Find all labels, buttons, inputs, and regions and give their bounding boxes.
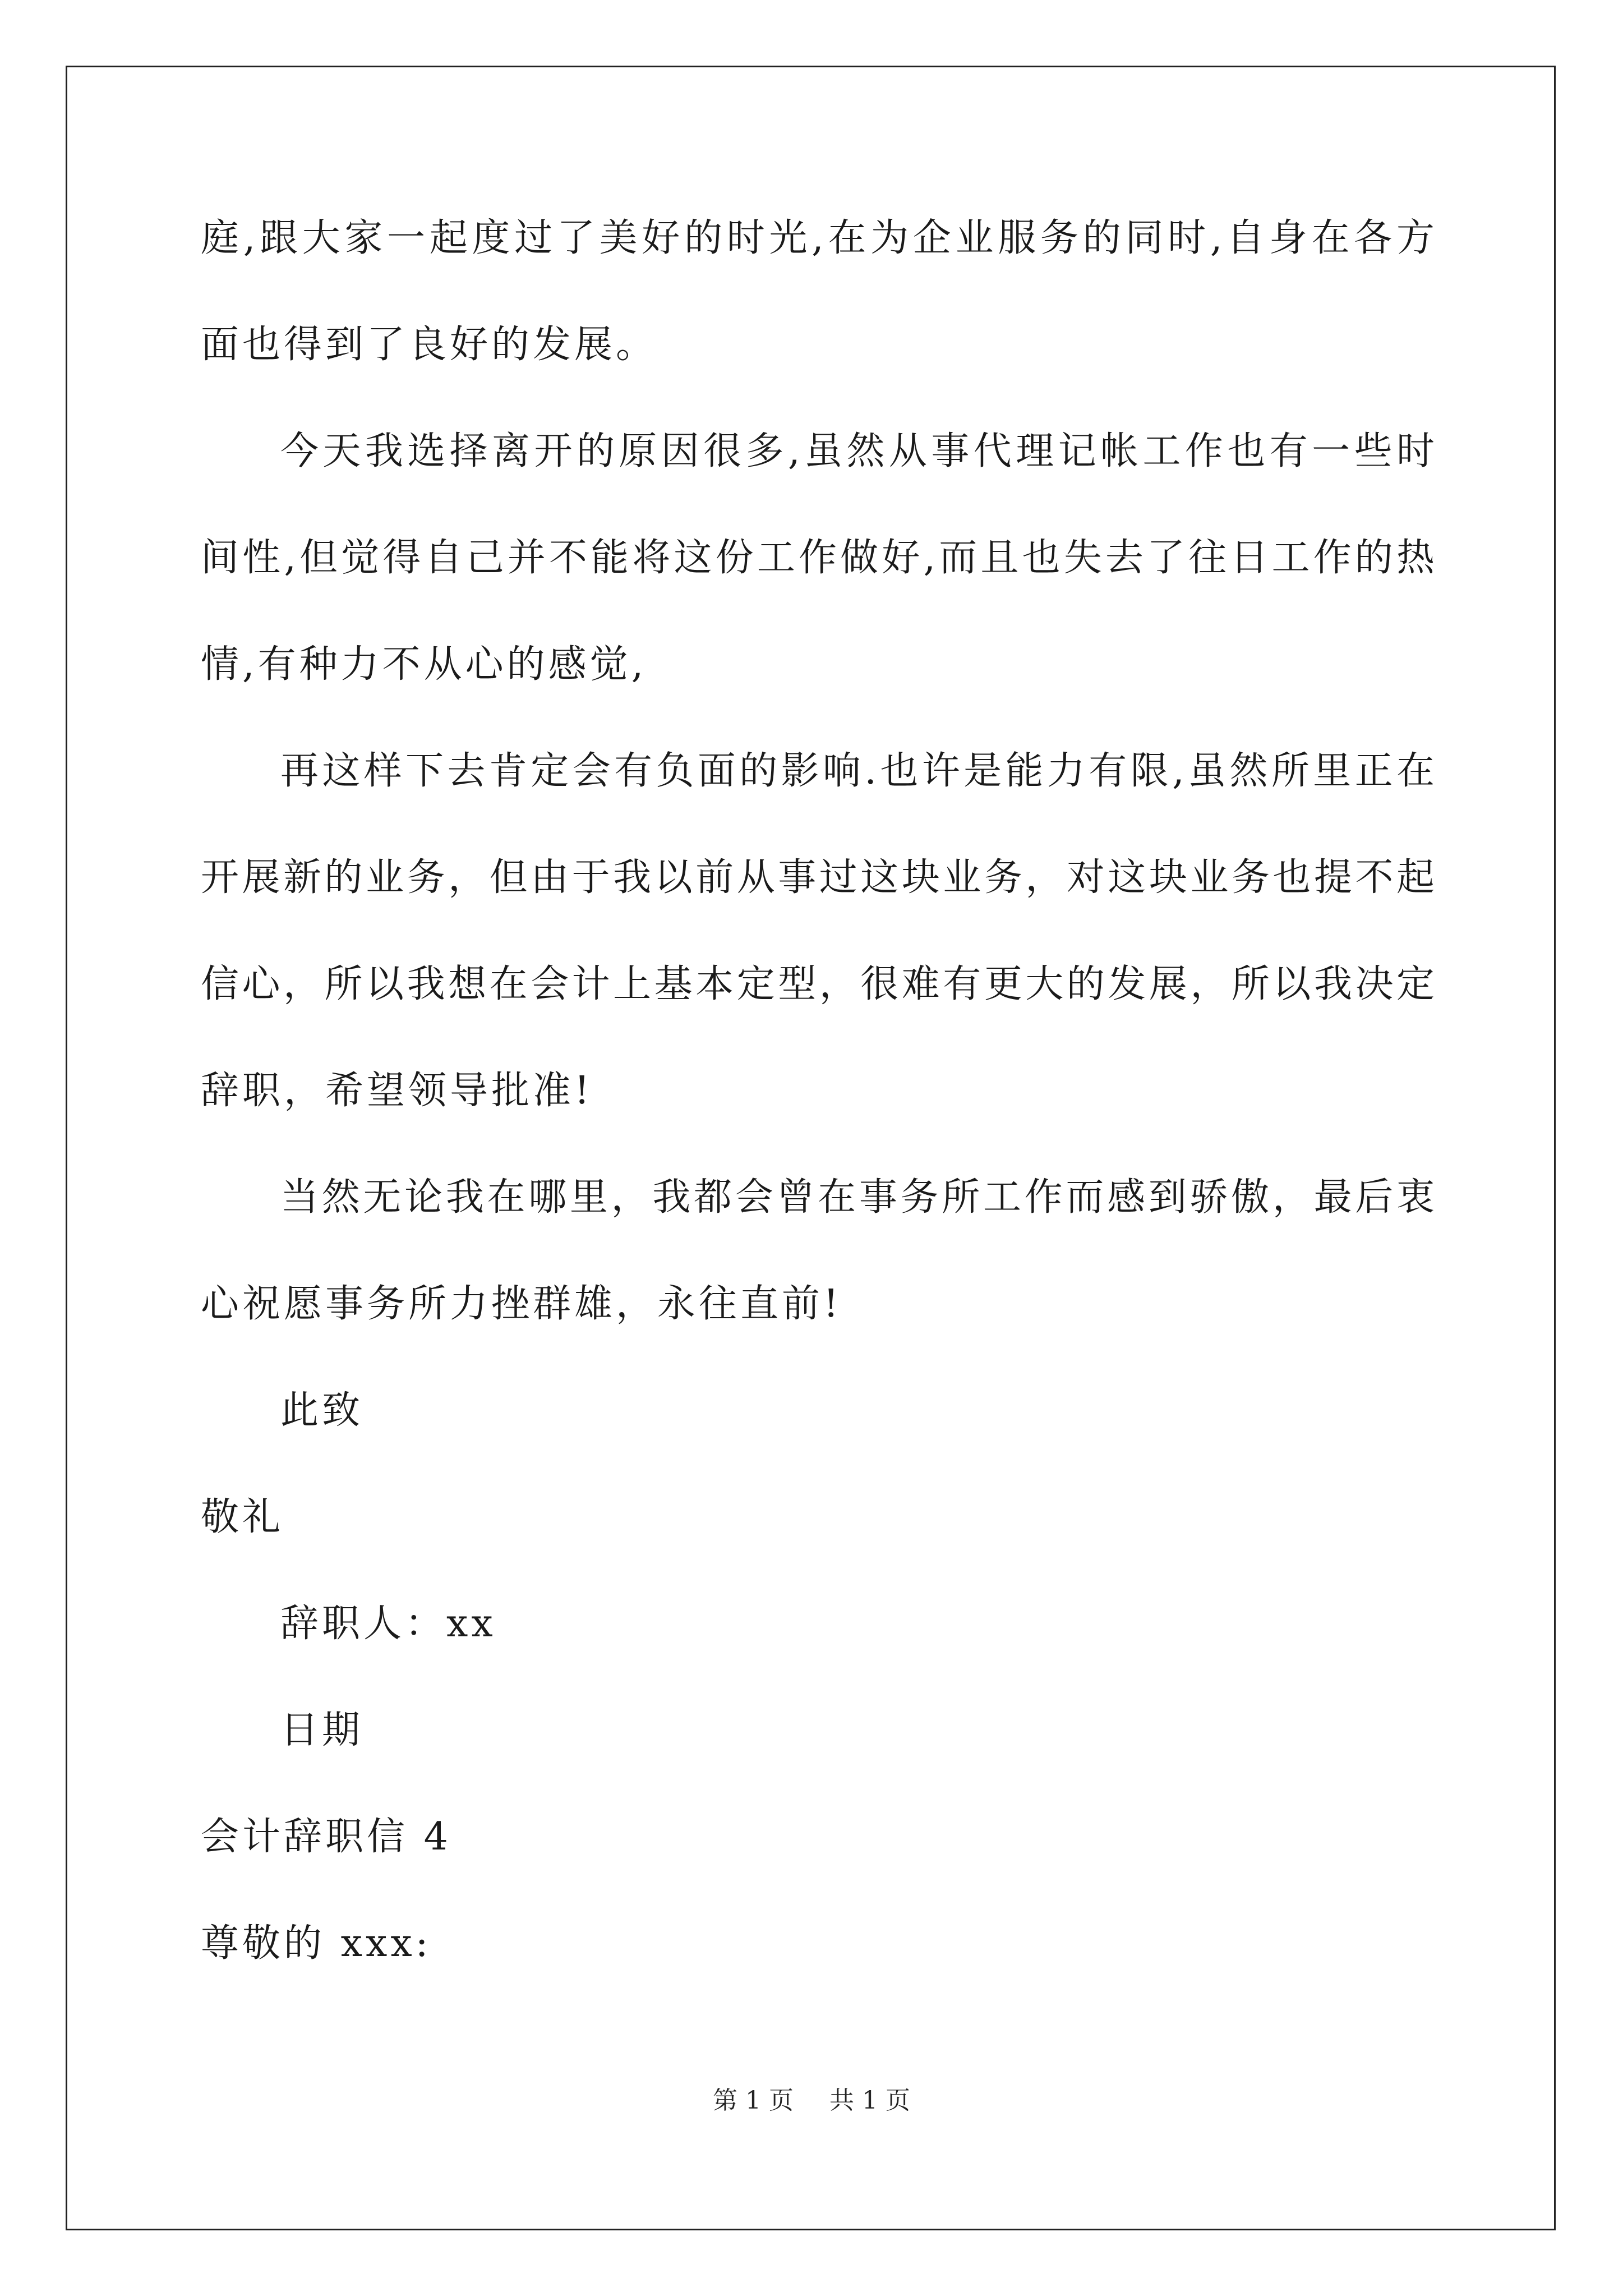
date-line: 日期 <box>280 1708 364 1752</box>
paragraph-3-line-2: 开展新的业务，但由于我以前从事过这块业务，对这块业务也提不起 <box>201 855 1435 900</box>
page-footer <box>0 2084 1623 2118</box>
next-letter-title: 会计辞职信 4 <box>201 1815 451 1859</box>
next-letter-salutation: 尊敬的 xxx: <box>201 1921 432 1966</box>
page-number-current: 第 1 页 <box>713 2086 794 2115</box>
closing-salutation: 此致 <box>280 1388 364 1433</box>
paragraph-3-line-4: 辞职，希望领导批准! <box>201 1069 593 1113</box>
page-border <box>66 66 1556 2230</box>
closing-regards: 敬礼 <box>201 1495 284 1539</box>
page-number-total: 共 1 页 <box>829 2086 910 2115</box>
paragraph-1-line-1: 庭,跟大家一起度过了美好的时光,在为企业服务的同时,自身在各方 <box>201 216 1435 260</box>
paragraph-4-line-1: 当然无论我在哪里，我都会曾在事务所工作而感到骄傲，最后衷 <box>280 1175 1435 1220</box>
signer-line: 辞职人：xx <box>280 1602 496 1646</box>
paragraph-3-line-1: 再这样下去肯定会有负面的影响.也许是能力有限,虽然所里正在 <box>280 749 1435 793</box>
paragraph-4-line-2: 心祝愿事务所力挫群雄，永往直前! <box>201 1282 842 1326</box>
paragraph-2-line-2: 间性,但觉得自己并不能将这份工作做好,而且也失去了往日工作的热 <box>201 536 1435 580</box>
paragraph-3-line-3: 信心，所以我想在会计上基本定型，很难有更大的发展，所以我决定 <box>201 962 1435 1006</box>
paragraph-2-line-3: 情,有种力不从心的感觉, <box>201 642 647 687</box>
paragraph-1-line-2: 面也得到了良好的发展。 <box>201 323 658 367</box>
paragraph-2-line-1: 今天我选择离开的原因很多,虽然从事代理记帐工作也有一些时 <box>280 429 1435 473</box>
